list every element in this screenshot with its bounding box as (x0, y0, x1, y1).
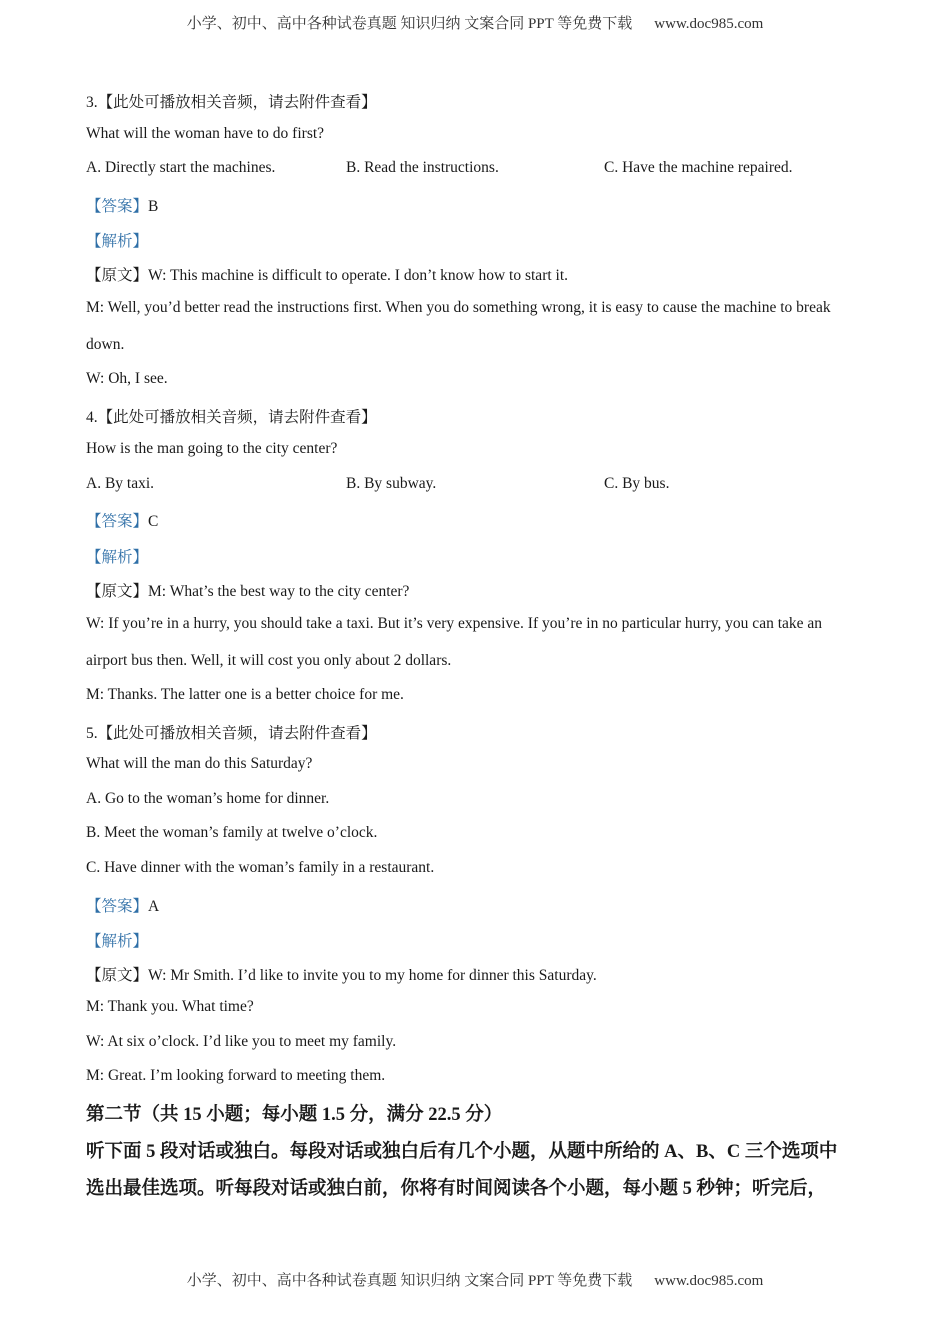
q3-analysis-tag: 【解析】 (86, 233, 149, 250)
q5-answer-value: A (148, 898, 160, 915)
page-header (0, 12, 950, 33)
q5-option-a: A. Go to the woman’s home for dinner. (86, 790, 330, 807)
q5-option-b: B. Meet the woman’s family at twelve o’clock. (86, 824, 378, 841)
q4-options (86, 475, 876, 495)
q4-transcript-line-3: M: Thanks. The latter one is a better choice for me. (86, 686, 404, 703)
q4-transcript-text-1: M: What’s the best way to the city center? (148, 583, 410, 600)
q5-number: 5. (86, 725, 98, 742)
q5-transcript-text-1: W: Mr Smith. I’d like to invite you to my home for dinner this Saturday. (148, 967, 597, 984)
q3-option-a: A. Directly start the machines. (86, 159, 276, 176)
q4-question: How is the man going to the city center? (86, 440, 338, 457)
q5-audio-placeholder: 【此处可播放相关音频，请去附件查看】 (97, 725, 377, 742)
q5-transcript-line-1 (86, 963, 597, 985)
header-text: 小学、初中、高中各种试卷真题 知识归纳 文案合同 PPT 等免费下载 (186, 16, 633, 32)
section2-instructions-line-2: 选出最佳选项。听每段对话或独白前，你将有时间阅读各个小题，每小题 5 秒钟；听完后， (86, 1179, 827, 1199)
q3-heading (86, 90, 377, 112)
section2-title: 第二节（共 15 小题；每小题 1.5 分，满分 22.5 分） (86, 1105, 503, 1125)
q3-option-b: B. Read the instructions. (346, 159, 499, 176)
q4-transcript-line-1 (86, 579, 409, 601)
q5-original-tag: 【原文】 (86, 967, 149, 984)
header-site-link[interactable]: www.doc985.com (654, 16, 764, 32)
q5-option-c: C. Have dinner with the woman’s family in a restaurant. (86, 859, 435, 876)
q3-answer (86, 194, 158, 216)
q5-analysis-tag: 【解析】 (86, 933, 149, 950)
q4-heading (86, 405, 377, 427)
q3-question: What will the woman have to do first? (86, 125, 325, 142)
q5-transcript-line-2: M: Thank you. What time? (86, 998, 254, 1015)
q4-option-c: C. By bus. (604, 475, 670, 492)
q4-number: 4. (86, 409, 98, 426)
q3-options (86, 159, 876, 179)
q3-number: 3. (86, 94, 98, 111)
q3-audio-placeholder: 【此处可播放相关音频，请去附件查看】 (97, 94, 377, 111)
q5-heading (86, 721, 377, 743)
q5-transcript-line-3: W: At six o’clock. I’d like you to meet my family. (86, 1033, 397, 1050)
q4-original-tag: 【原文】 (86, 583, 149, 600)
q4-answer-value: C (148, 513, 159, 530)
q5-question: What will the man do this Saturday? (86, 755, 313, 772)
footer-text: 小学、初中、高中各种试卷真题 知识归纳 文案合同 PPT 等免费下载 (186, 1273, 633, 1289)
q5-transcript-line-4: M: Great. I’m looking forward to meeting them. (86, 1067, 386, 1084)
q4-answer (86, 509, 158, 531)
q5-answer-tag: 【答案】 (86, 898, 149, 915)
q4-answer-tag: 【答案】 (86, 513, 149, 530)
q3-option-c: C. Have the machine repaired. (604, 159, 793, 176)
q3-transcript-text-1: W: This machine is difficult to operate. I don’t know how to start it. (148, 267, 569, 284)
footer-site-link[interactable]: www.doc985.com (654, 1273, 764, 1289)
q5-answer (86, 894, 159, 916)
q4-option-a: A. By taxi. (86, 475, 155, 492)
q4-analysis-tag: 【解析】 (86, 549, 149, 566)
q4-audio-placeholder: 【此处可播放相关音频，请去附件查看】 (97, 409, 377, 426)
q3-transcript-line-2: M: Well, you’d better read the instructions first. When you do something wrong, it is easy to cause the machine to break down. (86, 299, 831, 353)
q4-option-b: B. By subway. (346, 475, 437, 492)
q3-answer-tag: 【答案】 (86, 198, 149, 215)
q4-transcript-line-2: W: If you’re in a hurry, you should take a taxi. But it’s very expensive. If you’re in no particular hurry, you can take an airport bus then. Well, it will cost you only about 2 dollars. (86, 615, 823, 669)
q3-transcript-line-1 (86, 263, 568, 285)
section2-instructions-line-1: 听下面 5 段对话或独白。每段对话或独白后有几个小题，从题中所给的 A、B、C 三个选项中 (86, 1142, 838, 1162)
q3-original-tag: 【原文】 (86, 267, 149, 284)
page-footer (0, 1269, 950, 1290)
q3-answer-value: B (148, 198, 159, 215)
q3-transcript-line-3: W: Oh, I see. (86, 370, 168, 387)
